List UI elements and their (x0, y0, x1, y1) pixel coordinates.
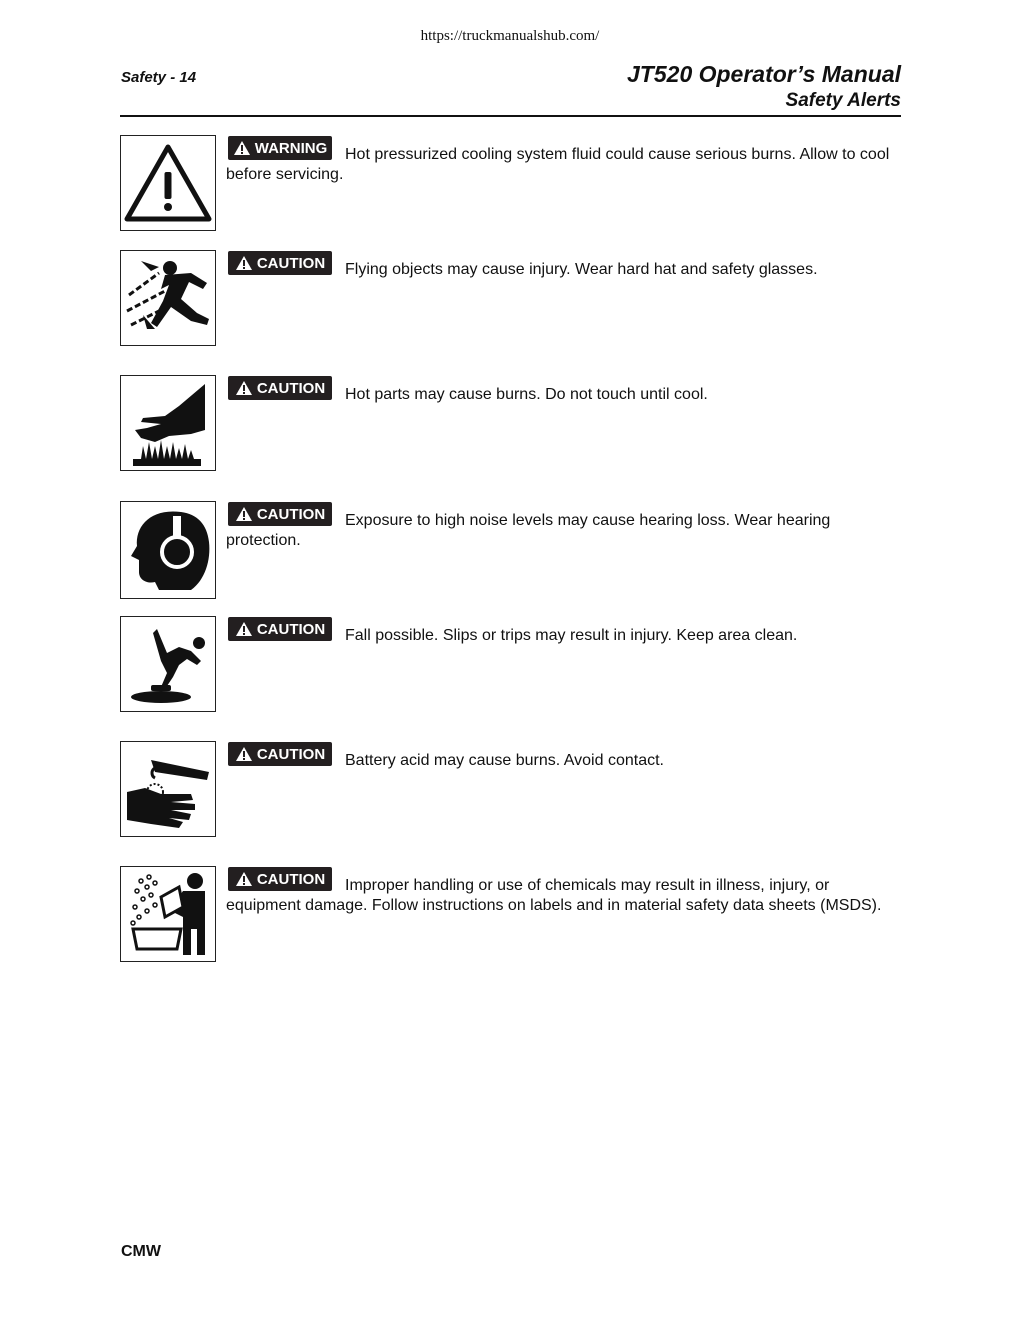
flying-objects-icon (120, 250, 216, 346)
slip-fall-icon (120, 616, 216, 712)
badge-label: CAUTION (256, 379, 326, 397)
badge-label: CAUTION (256, 254, 326, 272)
alert-message: Flying objects may cause injury. Wear hard hat and safety glasses. (345, 261, 818, 278)
alert-message: Battery acid may cause burns. Avoid contact. (345, 752, 664, 769)
manual-title: JT520 Operator’s Manual (627, 61, 901, 87)
acid-burn-hand-icon (120, 741, 216, 837)
alert-message: Hot parts may cause burns. Do not touch until cool. (345, 386, 708, 403)
page-number: Safety - 14 (121, 69, 197, 86)
general-warning-icon (120, 135, 216, 231)
hot-surface-hand-icon (120, 375, 216, 471)
alert-message: Fall possible. Slips or trips may result in injury. Keep area clean. (345, 627, 798, 644)
section-title: Safety Alerts (785, 90, 901, 111)
badge-label: CAUTION (256, 620, 326, 638)
source-url: https://truckmanualshub.com/ (420, 28, 600, 44)
hearing-protection-icon (120, 501, 216, 599)
footer-code: CMW (121, 1243, 161, 1260)
alert-message: Improper handling or use of chemicals may result in illness, injury, or equipment damage. Follow instructions on labels and in material safety data sheets (MSDS). (226, 877, 882, 914)
alert-message: Exposure to high noise levels may cause hearing loss. Wear hearing protection. (226, 512, 831, 549)
chemical-handling-icon (120, 866, 216, 962)
alert-message: Hot pressurized cooling system fluid could cause serious burns. Allow to cool before servicing. (226, 146, 890, 183)
badge-label: WARNING (254, 139, 328, 157)
badge-label: CAUTION (256, 870, 326, 888)
header-divider (120, 115, 901, 117)
badge-label: CAUTION (256, 745, 326, 763)
badge-label: CAUTION (256, 505, 326, 523)
